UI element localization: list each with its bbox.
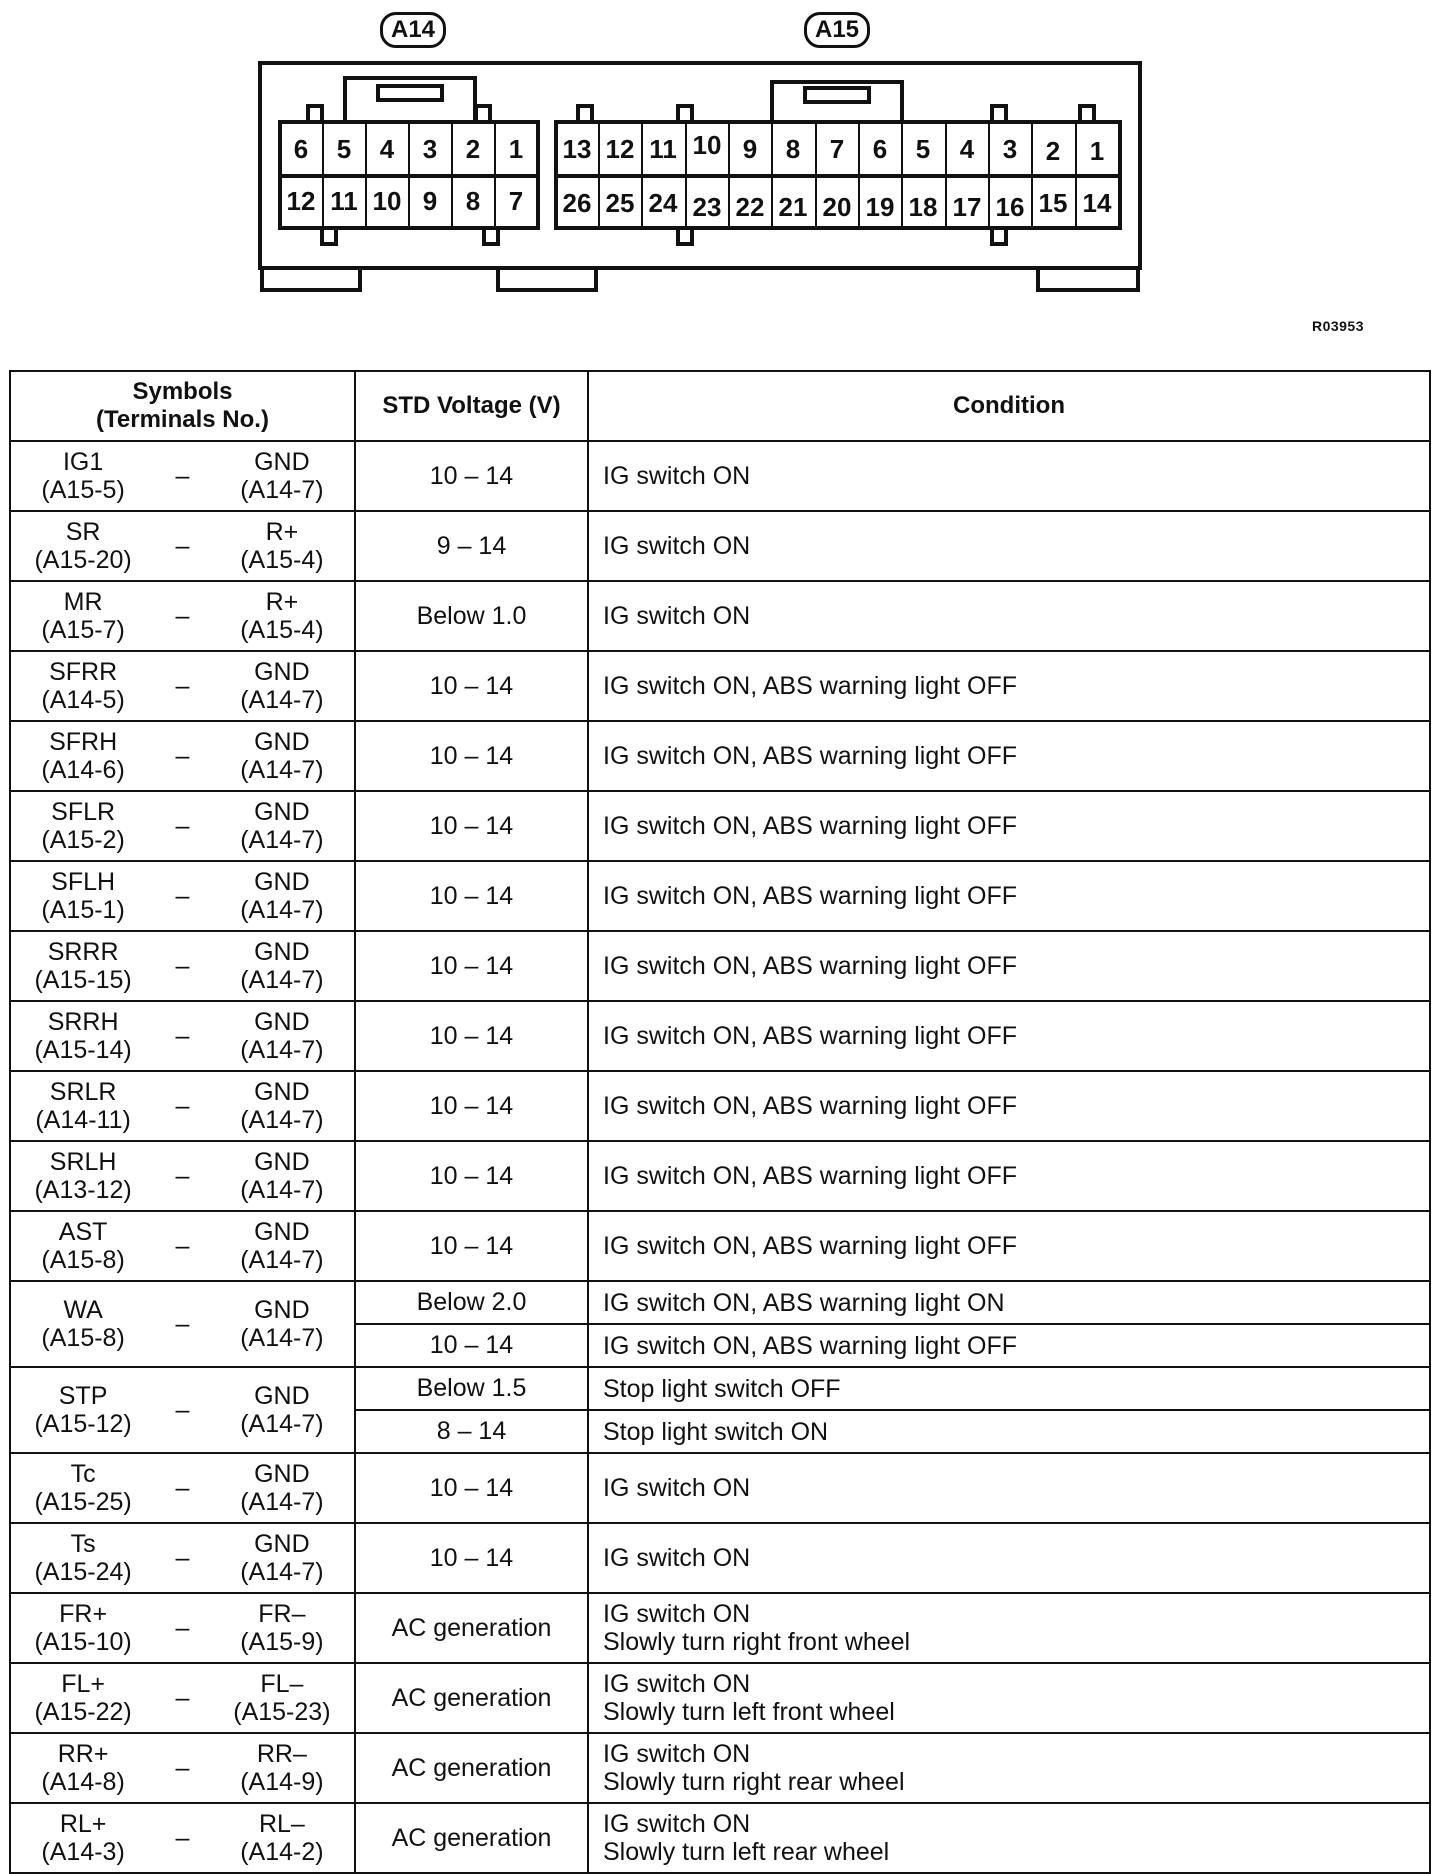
condition-line: IG switch ON, ABS warning light OFF [603, 1022, 1018, 1050]
a15-pin: 26 [562, 187, 592, 218]
terminal: (A15-5) [41, 476, 125, 504]
voltage-cell: 10 – 14 [355, 1071, 588, 1141]
dash: – [175, 1309, 190, 1338]
symbol: RL– [258, 1810, 305, 1838]
a15-pin: 2 [1045, 135, 1061, 166]
a15-pin: 10 [692, 129, 722, 160]
voltage-cell: 10 – 14 [355, 1523, 588, 1593]
table-row [10, 511, 1430, 581]
condition-cell [588, 651, 1430, 721]
symbol: GND [254, 1148, 310, 1176]
condition-cell [588, 931, 1430, 1001]
terminal: (A15-1) [41, 896, 125, 924]
condition-cell [588, 1001, 1430, 1071]
symbol: GND [254, 1078, 310, 1106]
table-row [10, 441, 1430, 511]
condition-cell [588, 1663, 1430, 1733]
dash: – [175, 1823, 190, 1852]
voltage-cell: 10 – 14 [355, 1453, 588, 1523]
dash: – [175, 671, 190, 700]
table-row [10, 1211, 1430, 1281]
condition-cell [588, 1141, 1430, 1211]
voltage-cell: 10 – 14 [355, 1001, 588, 1071]
symbol: R+ [265, 518, 299, 546]
terminal: (A15-4) [240, 616, 324, 644]
dash: – [175, 1021, 190, 1050]
table-header-row [10, 371, 1430, 441]
condition-cell [588, 581, 1430, 651]
condition-line: IG switch ON [603, 1670, 751, 1698]
condition-line: IG switch ON, ABS warning light OFF [603, 672, 1018, 700]
terminal: (A14-7) [240, 756, 324, 784]
a14-pin: 5 [336, 133, 352, 164]
symbol: RL+ [59, 1810, 107, 1838]
a15-pin: 14 [1082, 187, 1112, 218]
table-row [10, 1141, 1430, 1211]
a15-pin: 16 [995, 191, 1025, 222]
dash: – [175, 1395, 190, 1424]
symbol: GND [254, 798, 310, 826]
symbol: GND [254, 1218, 310, 1246]
terminal: (A14-7) [240, 826, 324, 854]
symbol: STP [58, 1382, 108, 1410]
voltage-cell: 10 – 14 [355, 931, 588, 1001]
terminal: (A15-8) [41, 1246, 125, 1274]
condition-cell [588, 1071, 1430, 1141]
a15-pin: 21 [778, 191, 808, 222]
condition-cell [588, 1593, 1430, 1663]
terminal: (A15-9) [240, 1628, 324, 1656]
condition-line: IG switch ON [603, 602, 751, 630]
a15-pin: 17 [952, 191, 982, 222]
voltage-cell: AC generation [355, 1733, 588, 1803]
terminal: (A14-2) [240, 1838, 324, 1866]
terminal: (A15-23) [233, 1698, 331, 1726]
voltage-cell: AC generation [355, 1663, 588, 1733]
symbol: GND [254, 1382, 310, 1410]
dash: – [175, 881, 190, 910]
condition-line: IG switch ON, ABS warning light OFF [603, 742, 1018, 770]
dash: – [175, 1543, 190, 1572]
dash: – [175, 1613, 190, 1642]
table-row [10, 651, 1430, 721]
terminal: (A15-8) [41, 1324, 125, 1352]
condition-line: IG switch ON [603, 1544, 751, 1572]
symbol: RR+ [57, 1740, 109, 1768]
dash: – [175, 1473, 190, 1502]
table-row [10, 791, 1430, 861]
voltage-cell: 9 – 14 [355, 511, 588, 581]
dash: – [175, 811, 190, 840]
terminal: (A14-9) [240, 1768, 324, 1796]
dash: – [175, 951, 190, 980]
symbol: GND [254, 938, 310, 966]
condition-line: IG switch ON [603, 532, 751, 560]
table-row [10, 581, 1430, 651]
terminal: (A15-24) [34, 1558, 132, 1586]
terminal: (A14-11) [35, 1106, 131, 1134]
condition-cell [588, 721, 1430, 791]
a15-pin: 4 [959, 133, 975, 164]
terminal: (A15-25) [34, 1488, 132, 1516]
table-row [10, 1593, 1430, 1663]
voltage-cell: 10 – 14 [355, 1324, 588, 1367]
connector-outline [0, 0, 1456, 340]
voltage-cell: Below 2.0 [355, 1281, 588, 1324]
condition-line: Slowly turn right front wheel [603, 1628, 911, 1656]
table-row [10, 1071, 1430, 1141]
terminal: (A15-2) [41, 826, 125, 854]
header-symbols-label: Symbols [132, 378, 233, 405]
terminal: (A15-12) [34, 1410, 132, 1438]
terminal: (A14-7) [240, 1324, 324, 1352]
voltage-cell: AC generation [355, 1593, 588, 1663]
a15-pin: 5 [915, 133, 931, 164]
symbol: MR [63, 588, 103, 616]
condition-line: IG switch ON, ABS warning light OFF [603, 812, 1018, 840]
a15-pin: 8 [785, 133, 801, 164]
a14-pin: 2 [465, 133, 481, 164]
header-condition: Condition [588, 371, 1430, 441]
dash: – [175, 601, 190, 630]
a15-pin: 20 [822, 191, 852, 222]
condition-cell [588, 1803, 1430, 1873]
table-row [10, 1281, 1430, 1324]
terminal: (A14-5) [41, 686, 125, 714]
header-symbols [10, 371, 355, 441]
terminal: (A14-7) [240, 476, 324, 504]
terminal: (A14-7) [240, 1106, 324, 1134]
terminal: (A15-14) [34, 1036, 132, 1064]
condition-line: IG switch ON [603, 462, 751, 490]
dash: – [175, 1683, 190, 1712]
symbol: GND [254, 1460, 310, 1488]
terminal-voltage-table [9, 370, 1431, 1874]
symbol: SRLR [49, 1078, 117, 1106]
dash: – [175, 1161, 190, 1190]
a15-pin: 7 [829, 133, 845, 164]
symbol: SFRH [49, 728, 118, 756]
a15-pin: 1 [1089, 135, 1105, 166]
terminal: (A15-4) [240, 546, 324, 574]
symbol: SRRH [47, 1008, 119, 1036]
terminal: (A14-7) [240, 686, 324, 714]
condition-cell [588, 1211, 1430, 1281]
condition-line: IG switch ON, ABS warning light OFF [603, 952, 1018, 980]
condition-cell [588, 791, 1430, 861]
terminal: (A14-7) [240, 1246, 324, 1274]
dash: – [175, 1091, 190, 1120]
voltage-cell: 10 – 14 [355, 1211, 588, 1281]
a15-pin: 18 [908, 191, 938, 222]
condition-line: IG switch ON [603, 1740, 751, 1768]
symbol: FR– [258, 1600, 306, 1628]
a14-pin: 11 [330, 185, 358, 216]
symbol: AST [58, 1218, 108, 1246]
symbol: Ts [70, 1530, 96, 1558]
condition-line: Slowly turn left front wheel [603, 1698, 895, 1726]
symbol: GND [254, 1008, 310, 1036]
terminal: (A14-7) [240, 1176, 324, 1204]
figure-code: R03953 [1311, 318, 1364, 334]
a15-pin: 9 [742, 133, 758, 164]
symbol: SRLH [49, 1148, 117, 1176]
condition-line: IG switch ON [603, 1810, 751, 1838]
a15-pin: 22 [735, 191, 765, 222]
a14-pin: 6 [293, 133, 309, 164]
voltage-cell: 10 – 14 [355, 651, 588, 721]
voltage-cell: 10 – 14 [355, 861, 588, 931]
table-row [10, 861, 1430, 931]
symbol: WA [63, 1296, 103, 1324]
symbol: IG1 [62, 448, 104, 476]
table-row [10, 1367, 1430, 1410]
table-row [10, 1803, 1430, 1873]
symbol: SRRR [47, 938, 119, 966]
terminal: (A15-10) [34, 1628, 132, 1656]
symbol: FL– [260, 1670, 304, 1698]
terminal: (A15-22) [34, 1698, 132, 1726]
voltage-cell: Below 1.0 [355, 581, 588, 651]
voltage-cell: AC generation [355, 1803, 588, 1873]
connector-a15-label: A15 [804, 12, 870, 48]
symbol: R+ [265, 588, 299, 616]
a14-pin: 4 [379, 133, 395, 164]
symbol: Tc [70, 1460, 96, 1488]
condition-cell [588, 511, 1430, 581]
table-row [10, 1523, 1430, 1593]
dash: – [175, 1753, 190, 1782]
voltage-cell: 10 – 14 [355, 721, 588, 791]
connector-a14-label: A14 [380, 12, 446, 48]
table-body [10, 441, 1430, 1873]
header-terminals-label: (Terminals No.) [96, 406, 269, 433]
table-row [10, 1001, 1430, 1071]
symbol: GND [254, 1296, 310, 1324]
a14-pin: 9 [422, 185, 438, 216]
terminal: (A14-8) [41, 1768, 125, 1796]
a15-pin: 23 [692, 191, 722, 222]
condition-line: IG switch ON [603, 1600, 751, 1628]
condition-cell: Stop light switch OFF [588, 1367, 1430, 1410]
terminal: (A14-7) [240, 1488, 324, 1516]
condition-line: Slowly turn left rear wheel [603, 1838, 890, 1866]
terminal: (A14-6) [41, 756, 125, 784]
terminal: (A15-15) [34, 966, 132, 994]
table-row [10, 1663, 1430, 1733]
condition-line: IG switch ON, ABS warning light OFF [603, 882, 1018, 910]
condition-cell [588, 861, 1430, 931]
a14-pin: 7 [508, 185, 524, 216]
condition-line: IG switch ON [603, 1474, 751, 1502]
terminal: (A14-7) [240, 1036, 324, 1064]
symbol: SFRR [49, 658, 118, 686]
dash: – [175, 461, 190, 490]
symbol: SFLH [51, 868, 116, 896]
symbol: FL+ [61, 1670, 105, 1698]
a15-pin: 25 [605, 187, 635, 218]
symbol: GND [254, 658, 310, 686]
symbol: GND [254, 728, 310, 756]
voltage-cell: 10 – 14 [355, 791, 588, 861]
terminal: (A14-7) [240, 1558, 324, 1586]
a14-pin: 3 [422, 133, 438, 164]
a15-pin: 19 [865, 191, 895, 222]
terminal: (A14-7) [240, 896, 324, 924]
symbol: RR– [256, 1740, 307, 1768]
terminal: (A14-7) [240, 1410, 324, 1438]
a15-pin: 15 [1038, 187, 1068, 218]
terminal: (A13-12) [34, 1176, 132, 1204]
terminal: (A14-7) [240, 966, 324, 994]
header-voltage: STD Voltage (V) [355, 371, 588, 441]
condition-cell [588, 1733, 1430, 1803]
condition-cell: IG switch ON, ABS warning light OFF [588, 1324, 1430, 1367]
voltage-cell: 8 – 14 [355, 1410, 588, 1453]
a14-pin: 10 [372, 185, 402, 216]
symbol: GND [254, 448, 310, 476]
table-row [10, 1453, 1430, 1523]
condition-line: IG switch ON, ABS warning light OFF [603, 1232, 1018, 1260]
symbol: GND [254, 868, 310, 896]
a14-pin: 8 [465, 185, 481, 216]
symbol: FR+ [59, 1600, 108, 1628]
table-row [10, 721, 1430, 791]
a15-pin: 12 [605, 133, 635, 164]
voltage-cell: 10 – 14 [355, 1141, 588, 1211]
terminal: (A15-20) [34, 546, 132, 574]
symbol: SFLR [51, 798, 116, 826]
symbol: GND [254, 1530, 310, 1558]
symbol: SR [65, 518, 101, 546]
condition-cell: IG switch ON, ABS warning light ON [588, 1281, 1430, 1324]
table-row [10, 931, 1430, 1001]
dash: – [175, 1231, 190, 1260]
condition-cell: Stop light switch ON [588, 1410, 1430, 1453]
a15-pin: 11 [649, 133, 677, 164]
dash: – [175, 531, 190, 560]
a14-pin: 12 [286, 185, 316, 216]
voltage-cell: Below 1.5 [355, 1367, 588, 1410]
terminal: (A14-3) [41, 1838, 125, 1866]
a15-pin: 6 [872, 133, 888, 164]
a14-pin: 1 [508, 133, 524, 164]
dash: – [175, 741, 190, 770]
condition-cell [588, 1523, 1430, 1593]
table-row [10, 1733, 1430, 1803]
connector-diagram [0, 0, 1456, 340]
condition-cell [588, 1453, 1430, 1523]
condition-line: IG switch ON, ABS warning light OFF [603, 1092, 1018, 1120]
terminal: (A15-7) [41, 616, 125, 644]
condition-line: Slowly turn right rear wheel [603, 1768, 905, 1796]
voltage-cell: 10 – 14 [355, 441, 588, 511]
a15-pin: 3 [1002, 133, 1018, 164]
condition-line: IG switch ON, ABS warning light OFF [603, 1162, 1018, 1190]
a15-pin: 24 [648, 187, 678, 218]
condition-cell [588, 441, 1430, 511]
a15-pin: 13 [562, 133, 592, 164]
